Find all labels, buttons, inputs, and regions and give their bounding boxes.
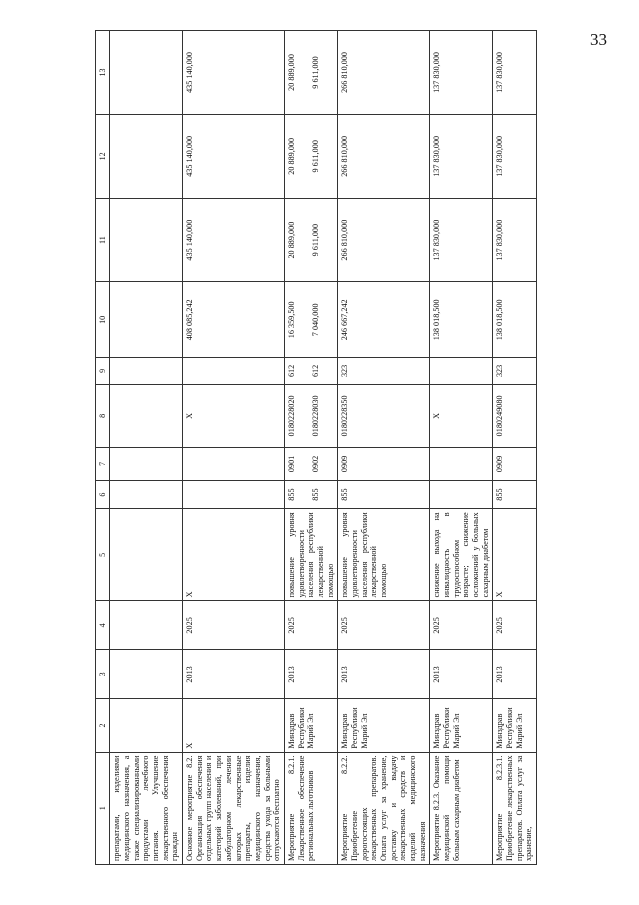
- table-cell-col-11: [183, 198, 285, 282]
- cell-text: 435 140,000: [185, 219, 195, 261]
- table-cell-col-2: [430, 699, 493, 752]
- page-number: 33: [590, 30, 607, 49]
- table-cell-col-8: [493, 384, 537, 447]
- cell-text: Мероприятие 8.2.3.1. Приобретение лекарственных препаратов. Оплата услуг за хранение,: [495, 755, 534, 861]
- table-cell-col-13: [284, 31, 337, 115]
- cell-text: 408 085,242: [185, 299, 195, 341]
- cell-text: 137 830,000: [495, 135, 505, 177]
- cell-text: 2013: [340, 666, 350, 683]
- table-cell-col-12: [338, 114, 430, 198]
- cell-text: X: [432, 412, 442, 419]
- cell-text: повышение уровня удовлетворенности населения республики лекарственной помощью: [340, 512, 388, 598]
- table-row: [430, 31, 493, 865]
- table-cell-col-13: [110, 31, 183, 115]
- table-cell-col-3: [110, 650, 183, 699]
- table-cell-col-12: [430, 114, 493, 198]
- cell-text: 612: [310, 364, 320, 378]
- table-cell-col-3: [338, 650, 430, 699]
- cell-text: 7 040,000: [310, 303, 320, 337]
- cell-text: Минздрав Республики Марий Эл: [432, 707, 461, 749]
- cell-text: 20 889,000: [286, 137, 296, 175]
- table-cell-col-8: [183, 384, 285, 447]
- cell-text: 2025: [286, 617, 296, 634]
- cell-text: 0180249080: [495, 395, 505, 437]
- cell-text: 2025: [185, 617, 195, 634]
- cell-text: Мероприятие 8.2.3. Оказание медицинской помощи больным сахарным диабетом: [432, 755, 461, 861]
- cell-text: 2013: [185, 666, 195, 683]
- table-cell-col-7: [338, 448, 430, 481]
- cell-text: 0902: [310, 455, 320, 473]
- table-cell-col-5: [338, 509, 430, 601]
- table-cell-col-1: [338, 752, 430, 864]
- table-cell-col-5: [284, 509, 337, 601]
- table-cell-col-4: [430, 601, 493, 650]
- table-cell-col-2: [183, 699, 285, 752]
- cell-text: 138 018,500: [495, 299, 505, 341]
- cell-text: 855: [495, 488, 505, 501]
- cell-text: 9 611,000: [310, 56, 320, 89]
- cell-text: 137 830,000: [432, 219, 442, 261]
- cell-text: 2013: [495, 666, 505, 683]
- cell-text: 0180228030: [310, 395, 320, 437]
- table-cell-col-10: [110, 282, 183, 358]
- column-header-1: 1: [96, 752, 110, 864]
- column-header-6: 6: [96, 480, 110, 509]
- cell-text: 137 830,000: [432, 135, 442, 177]
- cell-text: X: [185, 591, 195, 598]
- table-cell-col-11: [338, 198, 430, 282]
- column-header-11: 11: [96, 198, 110, 282]
- column-header-10: 10: [96, 282, 110, 358]
- cell-text: Минздрав Республики Марий Эл: [286, 707, 316, 749]
- table-cell-col-1: [430, 752, 493, 864]
- table-row: [110, 31, 183, 865]
- table-cell-col-1: [183, 752, 285, 864]
- cell-text: 435 140,000: [185, 51, 195, 93]
- cell-text: повышение уровня удовлетворенности населения республики лекарственной помощью: [286, 512, 335, 598]
- cell-text: 2025: [340, 617, 350, 634]
- table-cell-col-9: [183, 358, 285, 385]
- column-number-row: [96, 31, 110, 865]
- table-cell-col-1: [493, 752, 537, 864]
- table-cell-col-12: [183, 114, 285, 198]
- table-cell-col-8: [338, 384, 430, 447]
- table-cell-col-11: [430, 198, 493, 282]
- table-cell-col-5: [183, 509, 285, 601]
- cell-text: 9 611,000: [310, 140, 320, 173]
- cell-text: 855: [310, 488, 320, 501]
- table-cell-col-2: [284, 699, 337, 752]
- table-cell-col-5: [430, 509, 493, 601]
- table-cell-col-9: [430, 358, 493, 385]
- cell-text: 246 667,242: [340, 299, 350, 341]
- table-row: [493, 31, 537, 865]
- cell-text: 855: [340, 488, 350, 501]
- cell-text: 20 889,000: [286, 221, 296, 259]
- table-cell-col-13: [183, 31, 285, 115]
- table-cell-col-11: [284, 198, 337, 282]
- column-header-8: 8: [96, 384, 110, 447]
- cell-text: 266 810,000: [340, 135, 350, 177]
- column-header-3: 3: [96, 650, 110, 699]
- column-header-13: 13: [96, 31, 110, 115]
- table-cell-col-11: [110, 198, 183, 282]
- table-row: [284, 31, 337, 865]
- program-activities-table: [95, 30, 537, 865]
- table-cell-col-9: [284, 358, 337, 385]
- table-cell-col-3: [493, 650, 537, 699]
- cell-text: 2013: [432, 666, 442, 683]
- table-cell-col-4: [493, 601, 537, 650]
- table-cell-col-10: [493, 282, 537, 358]
- cell-text: препаратами, изделиями медицинского назначения, а также специализированными продуктами лечебного питания. Улучшение лекарственного обеспечения граждан: [112, 755, 180, 861]
- table-cell-col-6: [110, 480, 183, 509]
- table-cell-col-11: [493, 198, 537, 282]
- cell-text: Минздрав Республики Марий Эл: [495, 707, 524, 749]
- cell-text: снижение выхода на инвалидность в трудоспособном возрасте; снижение осложнений у больных сахарным диабетом: [432, 512, 490, 598]
- cell-text: 0909: [340, 455, 350, 473]
- cell-text: 137 830,000: [495, 51, 505, 93]
- table-cell-col-9: [110, 358, 183, 385]
- table-cell-col-7: [110, 448, 183, 481]
- cell-text: 266 810,000: [340, 219, 350, 261]
- column-header-4: 4: [96, 601, 110, 650]
- cell-text: 20 889,000: [286, 54, 296, 91]
- table-cell-col-3: [430, 650, 493, 699]
- table-row: [183, 31, 285, 865]
- cell-text: Мероприятие 8.2.2. Приобретение дорогостоящих лекарственных препаратов. Оплата услуг за хранение, доставку и выдачу лекарственных средств и изделий медицинского назначения: [340, 755, 427, 861]
- cell-text: 137 830,000: [495, 219, 505, 261]
- cell-text: 323: [495, 364, 505, 378]
- cell-text: X: [185, 742, 195, 749]
- cell-text: 0909: [495, 455, 505, 473]
- table-cell-col-6: [284, 480, 337, 509]
- cell-text: 138 018,500: [432, 299, 442, 341]
- table-cell-col-6: [183, 480, 285, 509]
- table-cell-col-10: [183, 282, 285, 358]
- cell-text: 0180228020: [286, 395, 296, 437]
- table-cell-col-2: [338, 699, 430, 752]
- cell-text: 2025: [495, 617, 505, 634]
- cell-text: X: [495, 591, 505, 598]
- table-cell-col-2: [493, 699, 537, 752]
- table-cell-col-12: [110, 114, 183, 198]
- rotated-landscape-page: [95, 30, 633, 865]
- table-cell-col-5: [493, 509, 537, 601]
- table-cell-col-1: [284, 752, 337, 864]
- column-header-12: 12: [96, 114, 110, 198]
- cell-text: 323: [340, 364, 350, 378]
- table-cell-col-6: [338, 480, 430, 509]
- column-header-2: 2: [96, 699, 110, 752]
- cell-text: Основное мероприятие 8.2. Организация обеспечения отдельных групп населения и категорий заболеваний, при амбулаторном лечении которых лекарственные препараты, изделия медицинского назначения, средства ухода за больными отпускаются бесплатно: [185, 755, 282, 861]
- cell-text: 16 359,500: [286, 301, 296, 339]
- table-cell-col-2: [110, 699, 183, 752]
- table-rotation-wrapper: [95, 30, 639, 861]
- table-cell-col-5: [110, 509, 183, 601]
- table-cell-col-8: [110, 384, 183, 447]
- table-cell-col-8: [284, 384, 337, 447]
- table-cell-col-6: [430, 480, 493, 509]
- table-cell-col-10: [338, 282, 430, 358]
- cell-text: 2025: [432, 617, 442, 634]
- table-cell-col-3: [183, 650, 285, 699]
- cell-text: Мероприятие 8.2.1. Лекарственное обеспечение региональных льготников: [286, 755, 316, 861]
- cell-text: 9 611,000: [310, 223, 320, 257]
- table-cell-col-7: [493, 448, 537, 481]
- table-cell-col-7: [284, 448, 337, 481]
- table-cell-col-13: [493, 31, 537, 115]
- column-header-5: 5: [96, 509, 110, 601]
- table-cell-col-7: [430, 448, 493, 481]
- cell-text: 2013: [286, 666, 296, 683]
- table-cell-col-10: [284, 282, 337, 358]
- cell-text: 266 810,000: [340, 51, 350, 93]
- cell-text: 0180228350: [340, 395, 350, 437]
- column-header-9: 9: [96, 358, 110, 385]
- table-cell-col-9: [338, 358, 430, 385]
- cell-text: X: [185, 412, 195, 419]
- cell-text: 855: [286, 488, 296, 501]
- table-cell-col-3: [284, 650, 337, 699]
- table-row: [338, 31, 430, 865]
- table-cell-col-13: [430, 31, 493, 115]
- table-cell-col-12: [284, 114, 337, 198]
- table-cell-col-4: [183, 601, 285, 650]
- table-cell-col-8: [430, 384, 493, 447]
- cell-text: 435 140,000: [185, 135, 195, 177]
- table-cell-col-12: [493, 114, 537, 198]
- cell-text: 612: [286, 364, 296, 378]
- table-cell-col-4: [338, 601, 430, 650]
- cell-text: 0901: [286, 455, 296, 473]
- table-cell-col-10: [430, 282, 493, 358]
- table-cell-col-7: [183, 448, 285, 481]
- table-cell-col-4: [284, 601, 337, 650]
- cell-text: Минздрав Республики Марий Эл: [340, 707, 369, 749]
- table-cell-col-4: [110, 601, 183, 650]
- table-cell-col-1: [110, 752, 183, 864]
- cell-text: 137 830,000: [432, 51, 442, 93]
- table-cell-col-6: [493, 480, 537, 509]
- table-cell-col-9: [493, 358, 537, 385]
- table-cell-col-13: [338, 31, 430, 115]
- column-header-7: 7: [96, 448, 110, 481]
